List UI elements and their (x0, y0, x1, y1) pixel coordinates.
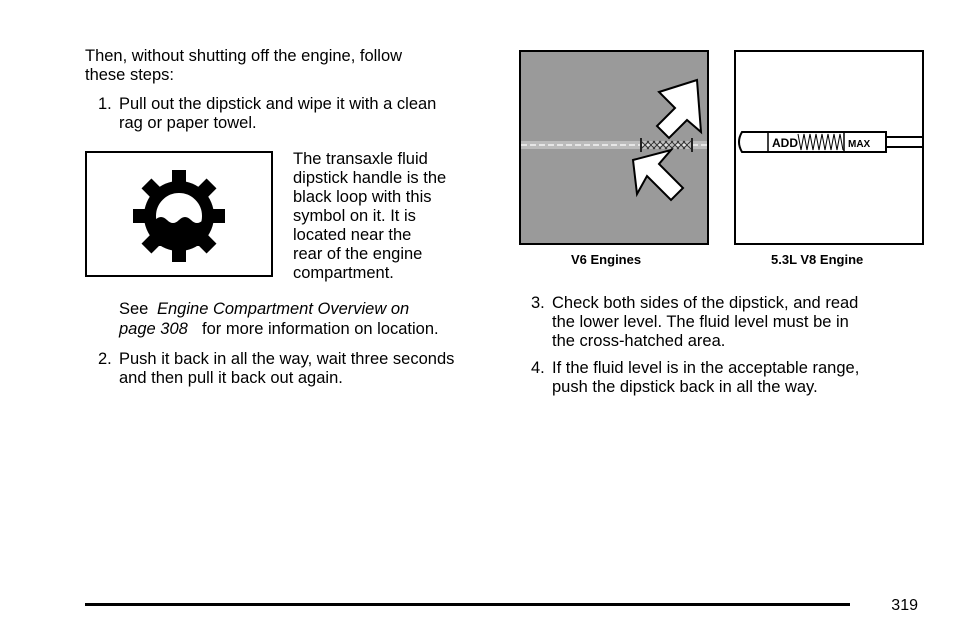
step-1-number: 1. (98, 95, 112, 113)
step-3-line-1: Check both sides of the dipstick, and read (552, 294, 859, 312)
see-suffix: for more information on location. (202, 320, 439, 338)
step-4-number: 4. (531, 359, 545, 377)
step-3-number: 3. (531, 294, 545, 312)
step-4-line-2: push the dipstick back in all the way. (552, 378, 818, 396)
dipstick-max-label: MAX (848, 139, 871, 150)
symbol-note-line-6: rear of the engine (293, 245, 423, 263)
v6-caption: V6 Engines (571, 252, 642, 267)
v8-dipstick-figure (734, 50, 924, 245)
see-prefix: See (119, 300, 149, 318)
step-3-line-2: the lower level. The fluid level must be in (552, 313, 849, 331)
step-3-line-3: the cross-hatched area. (552, 332, 726, 350)
cross-reference-link[interactable]: Engine Compartment Overview on (157, 300, 410, 318)
symbol-note-line-3: black loop with this (293, 188, 432, 206)
v8-dipstick-illustration (736, 52, 922, 243)
step-2-line-1: Push it back in all the way, wait three seconds (119, 350, 455, 368)
cross-reference-page[interactable]: page 308 (119, 320, 188, 338)
symbol-note-line-1: The transaxle fluid (293, 150, 428, 168)
symbol-note-line-7: compartment. (293, 264, 394, 282)
step-2-number: 2. (98, 350, 112, 368)
step-1-line-1: Pull out the dipstick and wipe it with a clean (119, 95, 437, 113)
dipstick-add-label: ADD (772, 136, 798, 150)
v8-caption: 5.3L V8 Engine (771, 252, 864, 267)
footer-rule (85, 603, 850, 606)
v6-dipstick-illustration (521, 52, 707, 243)
intro-line-1: Then, without shutting off the engine, follow (85, 47, 403, 65)
step-4-line-1: If the fluid level is in the acceptable range, (552, 359, 860, 377)
symbol-note-line-5: located near the (293, 226, 412, 244)
symbol-note-line-4: symbol on it. It is (293, 207, 416, 225)
step-1-line-2: rag or paper towel. (119, 114, 257, 132)
v6-dipstick-figure (519, 50, 709, 245)
transaxle-symbol-figure (85, 151, 273, 277)
symbol-note-line-2: dipstick handle is the (293, 169, 447, 187)
step-2-line-2: and then pull it back out again. (119, 369, 343, 387)
transaxle-fluid-gear-icon (87, 153, 271, 275)
intro-line-2: these steps: (85, 66, 174, 84)
page-number: 319 (891, 597, 918, 614)
